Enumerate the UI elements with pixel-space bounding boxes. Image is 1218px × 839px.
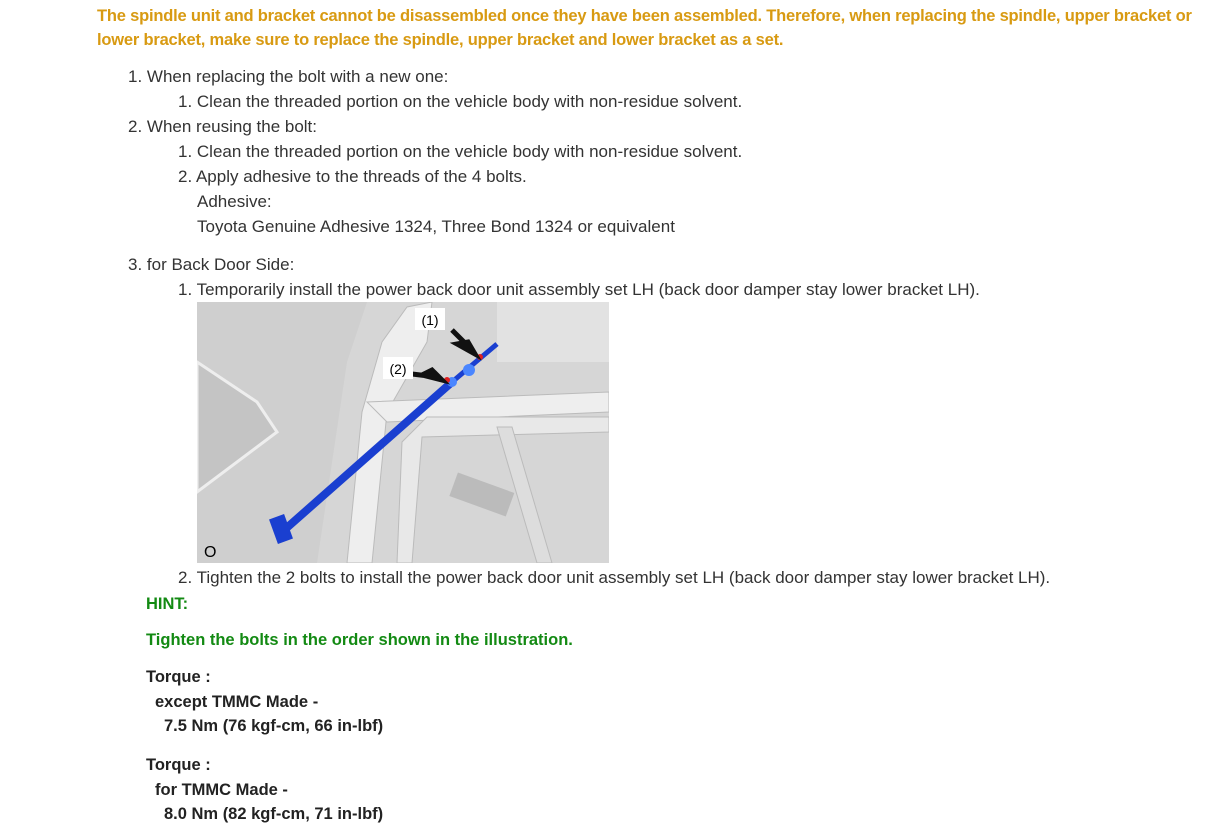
step-3-1: 1. Temporarily install the power back door unit assembly set LH (back door damper stay lower bracket LH). (178, 280, 980, 299)
adhesive-label: Adhesive: (197, 192, 272, 211)
step-2-1: 1. Clean the threaded portion on the vehicle body with non-residue solvent. (178, 142, 743, 161)
callout-2: (2) (389, 361, 407, 377)
adhesive-value: Toyota Genuine Adhesive 1324, Three Bond 1324 or equivalent (197, 217, 675, 236)
torque-condition: for TMMC Made - (155, 781, 288, 799)
caution-line-1: The spindle unit and bracket cannot be disassembled once they have been assembled. Therefore, when replacing the spindle, upper bracket or (97, 7, 1192, 25)
hint-title: HINT: (146, 595, 189, 613)
figure-corner-label: O (204, 544, 217, 561)
step-2-2: 2. Apply adhesive to the threads of the 4 bolts. (178, 167, 527, 186)
torque-value: 8.0 Nm (82 kgf-cm, 71 in-lbf) (164, 805, 384, 823)
hint-text: Tighten the bolts in the order shown in the illustration. (146, 631, 573, 649)
installation-illustration (197, 302, 609, 563)
step-3-2: 2. Tighten the 2 bolts to install the power back door unit assembly set LH (back door damper stay lower bracket LH). (178, 568, 1051, 587)
torque-label: Torque : (146, 668, 211, 686)
callout-1: (1) (421, 312, 439, 328)
step-2: 2. When reusing the bolt: (128, 117, 318, 136)
torque-label: Torque : (146, 756, 211, 774)
step-1-1: 1. Clean the threaded portion on the vehicle body with non-residue solvent. (178, 92, 743, 111)
caution-line-2: lower bracket, make sure to replace the spindle, upper bracket and lower bracket as a set. (97, 31, 784, 49)
torque-value: 7.5 Nm (76 kgf-cm, 66 in-lbf) (164, 717, 384, 735)
torque-condition: except TMMC Made - (155, 693, 319, 711)
step-1: 1. When replacing the bolt with a new one: (128, 67, 449, 86)
step-3: 3. for Back Door Side: (128, 255, 295, 274)
